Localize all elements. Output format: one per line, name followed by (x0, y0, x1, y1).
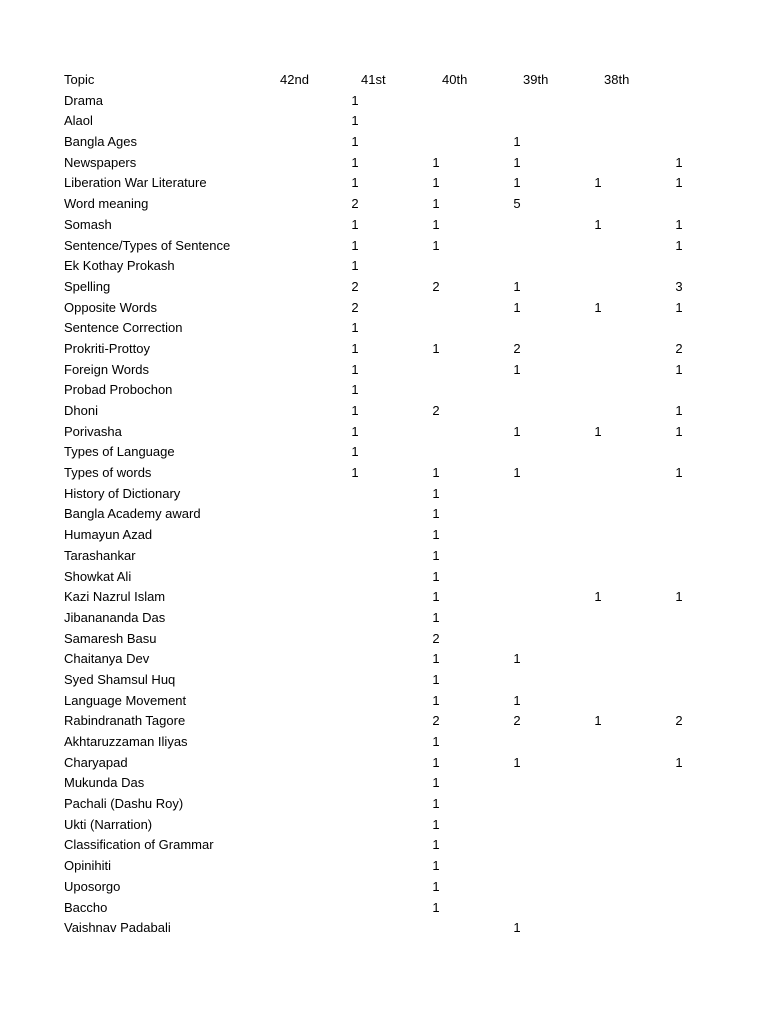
count-cell: 1 (594, 299, 602, 315)
count-cell (583, 525, 613, 546)
count-cell: 1 (432, 506, 440, 522)
table-row (0, 835, 768, 856)
count-cell (583, 691, 613, 712)
topic-cell: Samaresh Basu (64, 630, 157, 646)
count-cell (583, 442, 613, 463)
count-cell (583, 380, 613, 401)
count-cell (421, 298, 451, 319)
table-row (0, 898, 768, 919)
count-cell (664, 484, 694, 505)
count-cell (664, 670, 694, 691)
header-42nd: 42nd (280, 72, 309, 87)
count-cell (664, 91, 694, 112)
count-cell: 1 (432, 651, 440, 667)
count-cell (664, 318, 694, 339)
count-cell: 1 (513, 692, 521, 708)
count-cell (664, 111, 694, 132)
count-cell: 1 (513, 651, 521, 667)
table-row (0, 691, 768, 712)
table-row (0, 442, 768, 463)
count-cell (421, 380, 451, 401)
count-cell: 1 (675, 589, 683, 605)
count-cell (664, 898, 694, 919)
count-cell (340, 608, 370, 629)
table-row (0, 567, 768, 588)
header-41st: 41st (361, 72, 386, 87)
count-cell (502, 111, 532, 132)
count-cell (502, 608, 532, 629)
topic-cell: Porivasha (64, 423, 122, 439)
count-cell: 2 (432, 713, 440, 729)
count-cell: 1 (432, 837, 440, 853)
table-row (0, 111, 768, 132)
table-row (0, 546, 768, 567)
topic-cell: Ek Kothay Prokash (64, 258, 175, 274)
count-cell (502, 898, 532, 919)
topic-cell: Jibanananda Das (64, 609, 166, 625)
count-cell: 1 (675, 237, 683, 253)
table-row (0, 877, 768, 898)
count-cell (421, 918, 451, 939)
count-cell (664, 773, 694, 794)
count-cell (502, 567, 532, 588)
table-row (0, 194, 768, 215)
table-row (0, 318, 768, 339)
topic-cell: Charyapad (64, 754, 128, 770)
count-cell: 1 (351, 361, 359, 377)
count-cell (583, 277, 613, 298)
count-cell: 1 (432, 485, 440, 501)
header-38th: 38th (604, 72, 630, 87)
topic-cell: Newspapers (64, 154, 137, 170)
topic-cell: Vaishnav Padabali (64, 920, 171, 936)
count-cell (340, 587, 370, 608)
spreadsheet-table (0, 70, 768, 939)
topic-cell: Classification of Grammar (64, 837, 214, 853)
count-cell (664, 918, 694, 939)
count-cell (421, 132, 451, 153)
count-cell (583, 132, 613, 153)
count-cell: 1 (351, 258, 359, 274)
count-cell (583, 153, 613, 174)
count-cell (502, 546, 532, 567)
topic-cell: Opinihiti (64, 858, 111, 874)
count-cell (583, 815, 613, 836)
count-cell (502, 401, 532, 422)
count-cell: 1 (432, 175, 440, 191)
count-cell (583, 918, 613, 939)
count-cell (340, 753, 370, 774)
count-cell: 1 (594, 589, 602, 605)
count-cell (340, 918, 370, 939)
count-cell (340, 504, 370, 525)
count-cell (502, 380, 532, 401)
table-row (0, 918, 768, 939)
count-cell (664, 194, 694, 215)
count-cell (502, 629, 532, 650)
count-cell: 1 (432, 671, 440, 687)
count-cell: 1 (432, 858, 440, 874)
count-cell (340, 856, 370, 877)
count-cell: 1 (432, 589, 440, 605)
count-cell (583, 546, 613, 567)
count-cell (502, 236, 532, 257)
count-cell (340, 567, 370, 588)
table-row (0, 91, 768, 112)
topic-cell: Pachali (Dashu Roy) (64, 796, 184, 812)
count-cell (583, 670, 613, 691)
count-cell: 1 (351, 465, 359, 481)
count-cell: 1 (351, 340, 359, 356)
count-cell: 1 (513, 134, 521, 150)
count-cell (421, 442, 451, 463)
count-cell: 1 (513, 299, 521, 315)
table-row (0, 298, 768, 319)
count-cell (502, 877, 532, 898)
topic-cell: Foreign Words (64, 361, 150, 377)
count-cell: 1 (351, 134, 359, 150)
count-cell: 1 (351, 237, 359, 253)
count-cell (421, 318, 451, 339)
table-row (0, 173, 768, 194)
table-row (0, 339, 768, 360)
count-cell (502, 318, 532, 339)
count-cell: 1 (351, 403, 359, 418)
table-row (0, 380, 768, 401)
count-cell (502, 670, 532, 691)
count-cell: 1 (432, 196, 440, 212)
count-cell: 1 (513, 278, 521, 294)
count-cell (340, 670, 370, 691)
count-cell: 1 (432, 796, 440, 812)
count-cell (340, 773, 370, 794)
count-cell: 1 (351, 423, 359, 439)
count-cell: 1 (351, 382, 359, 398)
topic-cell: Showkat Ali (64, 568, 132, 584)
count-cell (340, 691, 370, 712)
count-cell (583, 360, 613, 381)
table-row (0, 504, 768, 525)
count-cell (583, 732, 613, 753)
count-cell (583, 463, 613, 484)
count-cell (502, 815, 532, 836)
topic-cell: Sentence/Types of Sentence (64, 237, 231, 253)
count-cell (664, 691, 694, 712)
table-row (0, 525, 768, 546)
count-cell (340, 815, 370, 836)
topic-cell: Bangla Ages (64, 134, 138, 150)
count-cell (340, 898, 370, 919)
topic-cell: Chaitanya Dev (64, 651, 150, 667)
count-cell (502, 732, 532, 753)
count-cell: 2 (432, 278, 440, 294)
count-cell: 1 (675, 423, 683, 439)
count-cell (583, 567, 613, 588)
count-cell (664, 649, 694, 670)
topic-cell: Sentence Correction (64, 320, 183, 336)
count-cell (340, 649, 370, 670)
count-cell: 1 (513, 920, 521, 936)
count-cell: 2 (513, 340, 521, 356)
count-cell: 1 (432, 216, 440, 232)
count-cell (502, 484, 532, 505)
count-cell: 1 (675, 361, 683, 377)
header-topic: Topic (64, 72, 95, 87)
count-cell: 2 (351, 299, 359, 315)
count-cell (664, 732, 694, 753)
count-cell: 1 (351, 216, 359, 232)
count-cell (664, 877, 694, 898)
header-39th: 39th (523, 72, 549, 87)
count-cell (502, 794, 532, 815)
topic-cell: Mukunda Das (64, 775, 145, 791)
count-cell (583, 484, 613, 505)
count-cell (502, 856, 532, 877)
count-cell (421, 256, 451, 277)
count-cell: 1 (351, 444, 359, 460)
count-cell: 1 (432, 878, 440, 894)
topic-cell: Word meaning (64, 196, 149, 212)
table-row (0, 463, 768, 484)
topic-cell: Akhtaruzzaman Iliyas (64, 734, 188, 749)
count-cell (583, 856, 613, 877)
count-cell (340, 877, 370, 898)
count-cell (664, 567, 694, 588)
count-cell: 1 (432, 754, 440, 770)
count-cell: 1 (513, 361, 521, 377)
count-cell (583, 256, 613, 277)
count-cell: 2 (432, 630, 440, 646)
count-cell: 1 (675, 403, 683, 418)
count-cell (583, 753, 613, 774)
count-cell (664, 608, 694, 629)
table-row (0, 815, 768, 836)
topic-cell: Uposorgo (64, 878, 121, 894)
count-cell (664, 856, 694, 877)
count-cell: 1 (594, 216, 602, 232)
count-cell: 1 (675, 754, 683, 770)
count-cell: 2 (351, 196, 359, 212)
count-cell: 1 (432, 692, 440, 708)
table-row (0, 856, 768, 877)
count-cell (502, 256, 532, 277)
count-cell (664, 256, 694, 277)
count-cell: 1 (675, 299, 683, 315)
count-cell: 1 (432, 899, 440, 915)
count-cell (583, 504, 613, 525)
topic-cell: Opposite Words (64, 299, 157, 315)
count-cell (664, 132, 694, 153)
count-cell: 1 (432, 547, 440, 563)
count-cell: 1 (432, 527, 440, 543)
table-row (0, 484, 768, 505)
table-row (0, 277, 768, 298)
count-cell (664, 525, 694, 546)
count-cell (502, 587, 532, 608)
topic-cell: Ukti (Narration) (64, 816, 153, 832)
count-cell (502, 91, 532, 112)
count-cell (583, 339, 613, 360)
count-cell: 1 (432, 816, 440, 832)
topic-cell: Spelling (64, 278, 111, 294)
count-cell (502, 835, 532, 856)
topic-cell: Rabindranath Tagore (64, 713, 186, 729)
topic-cell: Somash (64, 216, 112, 232)
table-row (0, 215, 768, 236)
count-cell: 1 (594, 423, 602, 439)
table-row (0, 360, 768, 381)
count-cell (583, 898, 613, 919)
count-cell: 1 (675, 175, 683, 191)
count-cell (340, 711, 370, 732)
count-cell (340, 525, 370, 546)
count-cell: 1 (351, 175, 359, 191)
count-cell: 1 (351, 92, 359, 108)
table-row (0, 711, 768, 732)
count-cell: 5 (513, 196, 521, 212)
count-cell: 1 (351, 154, 359, 170)
count-cell: 3 (675, 278, 683, 294)
count-cell: 1 (432, 154, 440, 170)
count-cell (502, 215, 532, 236)
topic-cell: Bangla Academy award (64, 506, 201, 522)
count-cell (664, 815, 694, 836)
topic-cell: Kazi Nazrul Islam (64, 589, 166, 605)
count-cell: 1 (432, 237, 440, 253)
count-cell (340, 794, 370, 815)
count-cell: 1 (513, 465, 521, 481)
table-row (0, 132, 768, 153)
table-row (0, 256, 768, 277)
count-cell: 2 (675, 340, 683, 356)
count-cell (583, 773, 613, 794)
count-cell: 2 (351, 278, 359, 294)
count-cell (664, 504, 694, 525)
count-cell (583, 111, 613, 132)
table-body (0, 91, 768, 939)
count-cell: 1 (675, 465, 683, 481)
count-cell: 1 (513, 175, 521, 191)
count-cell (583, 877, 613, 898)
table-row (0, 401, 768, 422)
count-cell: 2 (675, 713, 683, 729)
topic-cell: Types of words (64, 465, 152, 481)
count-cell: 1 (432, 465, 440, 481)
table-row (0, 236, 768, 257)
count-cell (421, 360, 451, 381)
count-cell (583, 794, 613, 815)
count-cell (583, 91, 613, 112)
table-row (0, 732, 768, 753)
table-row (0, 773, 768, 794)
count-cell: 1 (432, 568, 440, 584)
count-cell (583, 194, 613, 215)
count-cell (502, 504, 532, 525)
table-row (0, 794, 768, 815)
count-cell: 1 (432, 734, 440, 749)
topic-cell: Syed Shamsul Huq (64, 671, 176, 687)
count-cell: 2 (432, 403, 440, 418)
count-cell (340, 835, 370, 856)
count-cell (340, 732, 370, 753)
count-cell: 1 (432, 340, 440, 356)
count-cell (664, 794, 694, 815)
table-row (0, 587, 768, 608)
count-cell (502, 773, 532, 794)
count-cell (664, 835, 694, 856)
count-cell (340, 629, 370, 650)
count-cell (664, 629, 694, 650)
count-cell: 1 (513, 423, 521, 439)
count-cell: 1 (594, 713, 602, 729)
table-row (0, 753, 768, 774)
topic-cell: Alaol (64, 113, 93, 129)
count-cell: 1 (675, 154, 683, 170)
table-row (0, 608, 768, 629)
count-cell: 1 (594, 175, 602, 191)
count-cell (664, 380, 694, 401)
count-cell (340, 484, 370, 505)
count-cell (421, 422, 451, 443)
count-cell: 1 (675, 216, 683, 232)
count-cell: 1 (432, 775, 440, 791)
count-cell (583, 835, 613, 856)
count-cell: 1 (351, 320, 359, 336)
count-cell (502, 525, 532, 546)
table-row (0, 670, 768, 691)
count-cell (583, 608, 613, 629)
count-cell (583, 649, 613, 670)
table-row (0, 649, 768, 670)
table-row (0, 422, 768, 443)
topic-cell: Baccho (64, 899, 108, 915)
topic-cell: Probad Probochon (64, 382, 173, 398)
count-cell (664, 442, 694, 463)
header-40th: 40th (442, 72, 468, 87)
count-cell (421, 111, 451, 132)
count-cell: 1 (432, 609, 440, 625)
count-cell (664, 546, 694, 567)
topic-cell: Liberation War Literature (64, 175, 207, 191)
count-cell: 1 (513, 154, 521, 170)
count-cell (583, 318, 613, 339)
count-cell: 1 (513, 754, 521, 770)
topic-cell: Dhoni (64, 403, 98, 418)
topic-cell: Types of Language (64, 444, 175, 460)
header-row (0, 70, 768, 91)
count-cell (583, 236, 613, 257)
count-cell (340, 546, 370, 567)
count-cell: 2 (513, 713, 521, 729)
count-cell (583, 629, 613, 650)
count-cell (421, 91, 451, 112)
count-cell: 1 (351, 113, 359, 129)
topic-cell: History of Dictionary (64, 485, 181, 501)
table-row (0, 153, 768, 174)
topic-cell: Prokriti-Prottoy (64, 340, 150, 356)
table-row (0, 629, 768, 650)
topic-cell: Drama (64, 92, 104, 108)
topic-cell: Language Movement (64, 692, 187, 708)
count-cell (583, 401, 613, 422)
topic-cell: Humayun Azad (64, 527, 153, 543)
count-cell (502, 442, 532, 463)
topic-cell: Tarashankar (64, 547, 136, 563)
